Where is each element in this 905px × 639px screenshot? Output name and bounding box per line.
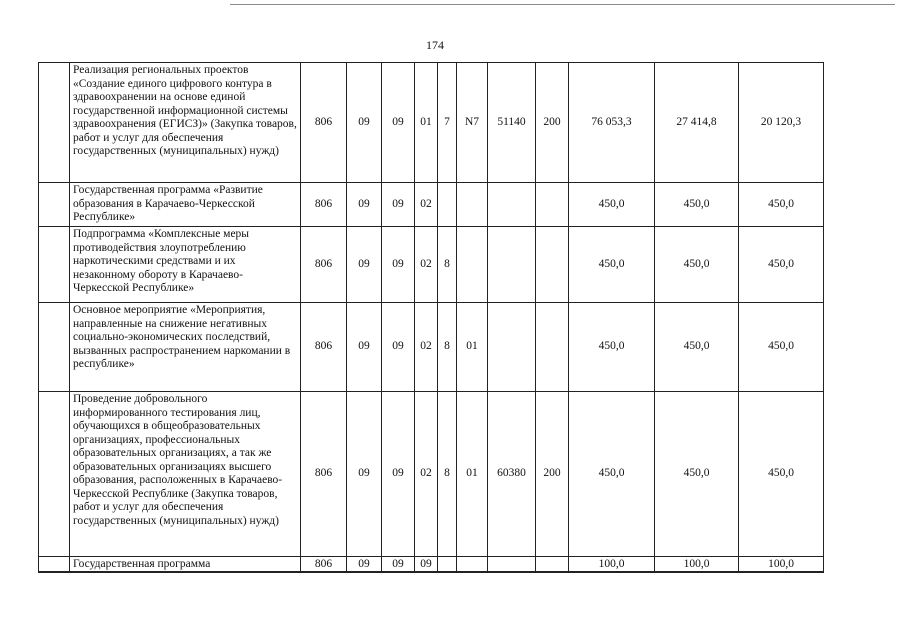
cell-ministry: 806 [301, 63, 347, 183]
row-number-cell [39, 557, 70, 573]
cell-ministry: 806 [301, 227, 347, 303]
cell-section: 09 [347, 183, 382, 227]
cell-expense-type [536, 183, 569, 227]
cell-expense-type: 200 [536, 392, 569, 557]
cell-amount-1: 76 053,3 [569, 63, 655, 183]
cell-ministry: 806 [301, 303, 347, 392]
cell-amount-2: 27 414,8 [655, 63, 739, 183]
cell-direction: 60380 [488, 392, 536, 557]
cell-activity [457, 227, 488, 303]
cell-subsection: 09 [382, 303, 415, 392]
cell-expense-type [536, 303, 569, 392]
cell-expense-type [536, 557, 569, 573]
cell-section: 09 [347, 557, 382, 573]
table-row [39, 227, 824, 303]
cell-subprogram [438, 183, 457, 227]
cell-ministry: 806 [301, 392, 347, 557]
page-number: 174 [426, 38, 444, 52]
cell-amount-3: 450,0 [739, 392, 824, 557]
row-description: Подпрограмма «Комплексные меры противодействия злоупотреблению наркотическими средствами и их незаконному обороту в Карачаево-Черкесской Республике» [70, 227, 301, 303]
cell-subprogram: 8 [438, 392, 457, 557]
cell-amount-3: 450,0 [739, 183, 824, 227]
cell-amount-2: 450,0 [655, 303, 739, 392]
cell-amount-1: 450,0 [569, 303, 655, 392]
cell-expense-type [536, 227, 569, 303]
cell-activity [457, 557, 488, 573]
cell-amount-2: 450,0 [655, 392, 739, 557]
cell-amount-3: 450,0 [739, 227, 824, 303]
cell-subsection: 09 [382, 227, 415, 303]
cell-expense-type: 200 [536, 63, 569, 183]
cell-activity [457, 183, 488, 227]
row-description: Проведение добровольного информированного тестирования лиц, обучающихся в общеобразовательных организациях, профессиональных образовательных организациях, а так же образовательных организациях высшего образования, расположенных в Карачаево-Черкесской Республике (Закупка товаров, работ и услуг для обеспечения государственных (муниципальных) нужд) [70, 392, 301, 557]
cell-ministry: 806 [301, 183, 347, 227]
cell-amount-3: 20 120,3 [739, 63, 824, 183]
cell-amount-2: 450,0 [655, 227, 739, 303]
cell-direction: 51140 [488, 63, 536, 183]
cell-activity: 01 [457, 303, 488, 392]
table-row [39, 63, 824, 183]
row-description: Государственная программа [70, 557, 301, 573]
cell-amount-3: 450,0 [739, 303, 824, 392]
cell-direction [488, 303, 536, 392]
cell-subprogram: 7 [438, 63, 457, 183]
cell-amount-3: 100,0 [739, 557, 824, 573]
table-row [39, 557, 824, 573]
cell-section: 09 [347, 63, 382, 183]
cell-section: 09 [347, 227, 382, 303]
cell-subsection: 09 [382, 183, 415, 227]
cell-amount-1: 450,0 [569, 392, 655, 557]
row-number-cell [39, 63, 70, 183]
cell-amount-1: 100,0 [569, 557, 655, 573]
cell-program: 02 [415, 227, 438, 303]
cell-direction [488, 227, 536, 303]
table-row [39, 392, 824, 557]
cell-subsection: 09 [382, 392, 415, 557]
row-description: Государственная программа «Развитие образования в Карачаево-Черкесской Республике» [70, 183, 301, 227]
cell-amount-2: 450,0 [655, 183, 739, 227]
cell-ministry: 806 [301, 557, 347, 573]
header-rule [230, 4, 895, 5]
cell-activity: 01 [457, 392, 488, 557]
row-number-cell [39, 303, 70, 392]
cell-program: 01 [415, 63, 438, 183]
row-description: Реализация региональных проектов «Создание единого цифрового контура в здравоохранении на основе единой государственной информационной системы здравоохранения (ЕГИСЗ)» (Закупка товаров, работ и услуг для обеспечения государственных (муниципальных) нужд) [70, 63, 301, 183]
cell-section: 09 [347, 392, 382, 557]
cell-section: 09 [347, 303, 382, 392]
cell-subprogram: 8 [438, 227, 457, 303]
cell-amount-2: 100,0 [655, 557, 739, 573]
table-row [39, 303, 824, 392]
cell-amount-1: 450,0 [569, 183, 655, 227]
cell-program: 02 [415, 392, 438, 557]
cell-subprogram [438, 557, 457, 573]
cell-subsection: 09 [382, 557, 415, 573]
row-description: Основное мероприятие «Мероприятия, направленные на снижение негативных социально-экономических последствий, вызванных распространением наркомании в республике» [70, 303, 301, 392]
cell-activity: N7 [457, 63, 488, 183]
cell-amount-1: 450,0 [569, 227, 655, 303]
cell-program: 02 [415, 183, 438, 227]
table-row [39, 183, 824, 227]
row-number-cell [39, 183, 70, 227]
cell-subsection: 09 [382, 63, 415, 183]
cell-program: 02 [415, 303, 438, 392]
cell-program: 09 [415, 557, 438, 573]
row-number-cell [39, 227, 70, 303]
cell-direction [488, 557, 536, 573]
row-number-cell [39, 392, 70, 557]
budget-table [38, 62, 824, 573]
cell-subprogram: 8 [438, 303, 457, 392]
cell-direction [488, 183, 536, 227]
